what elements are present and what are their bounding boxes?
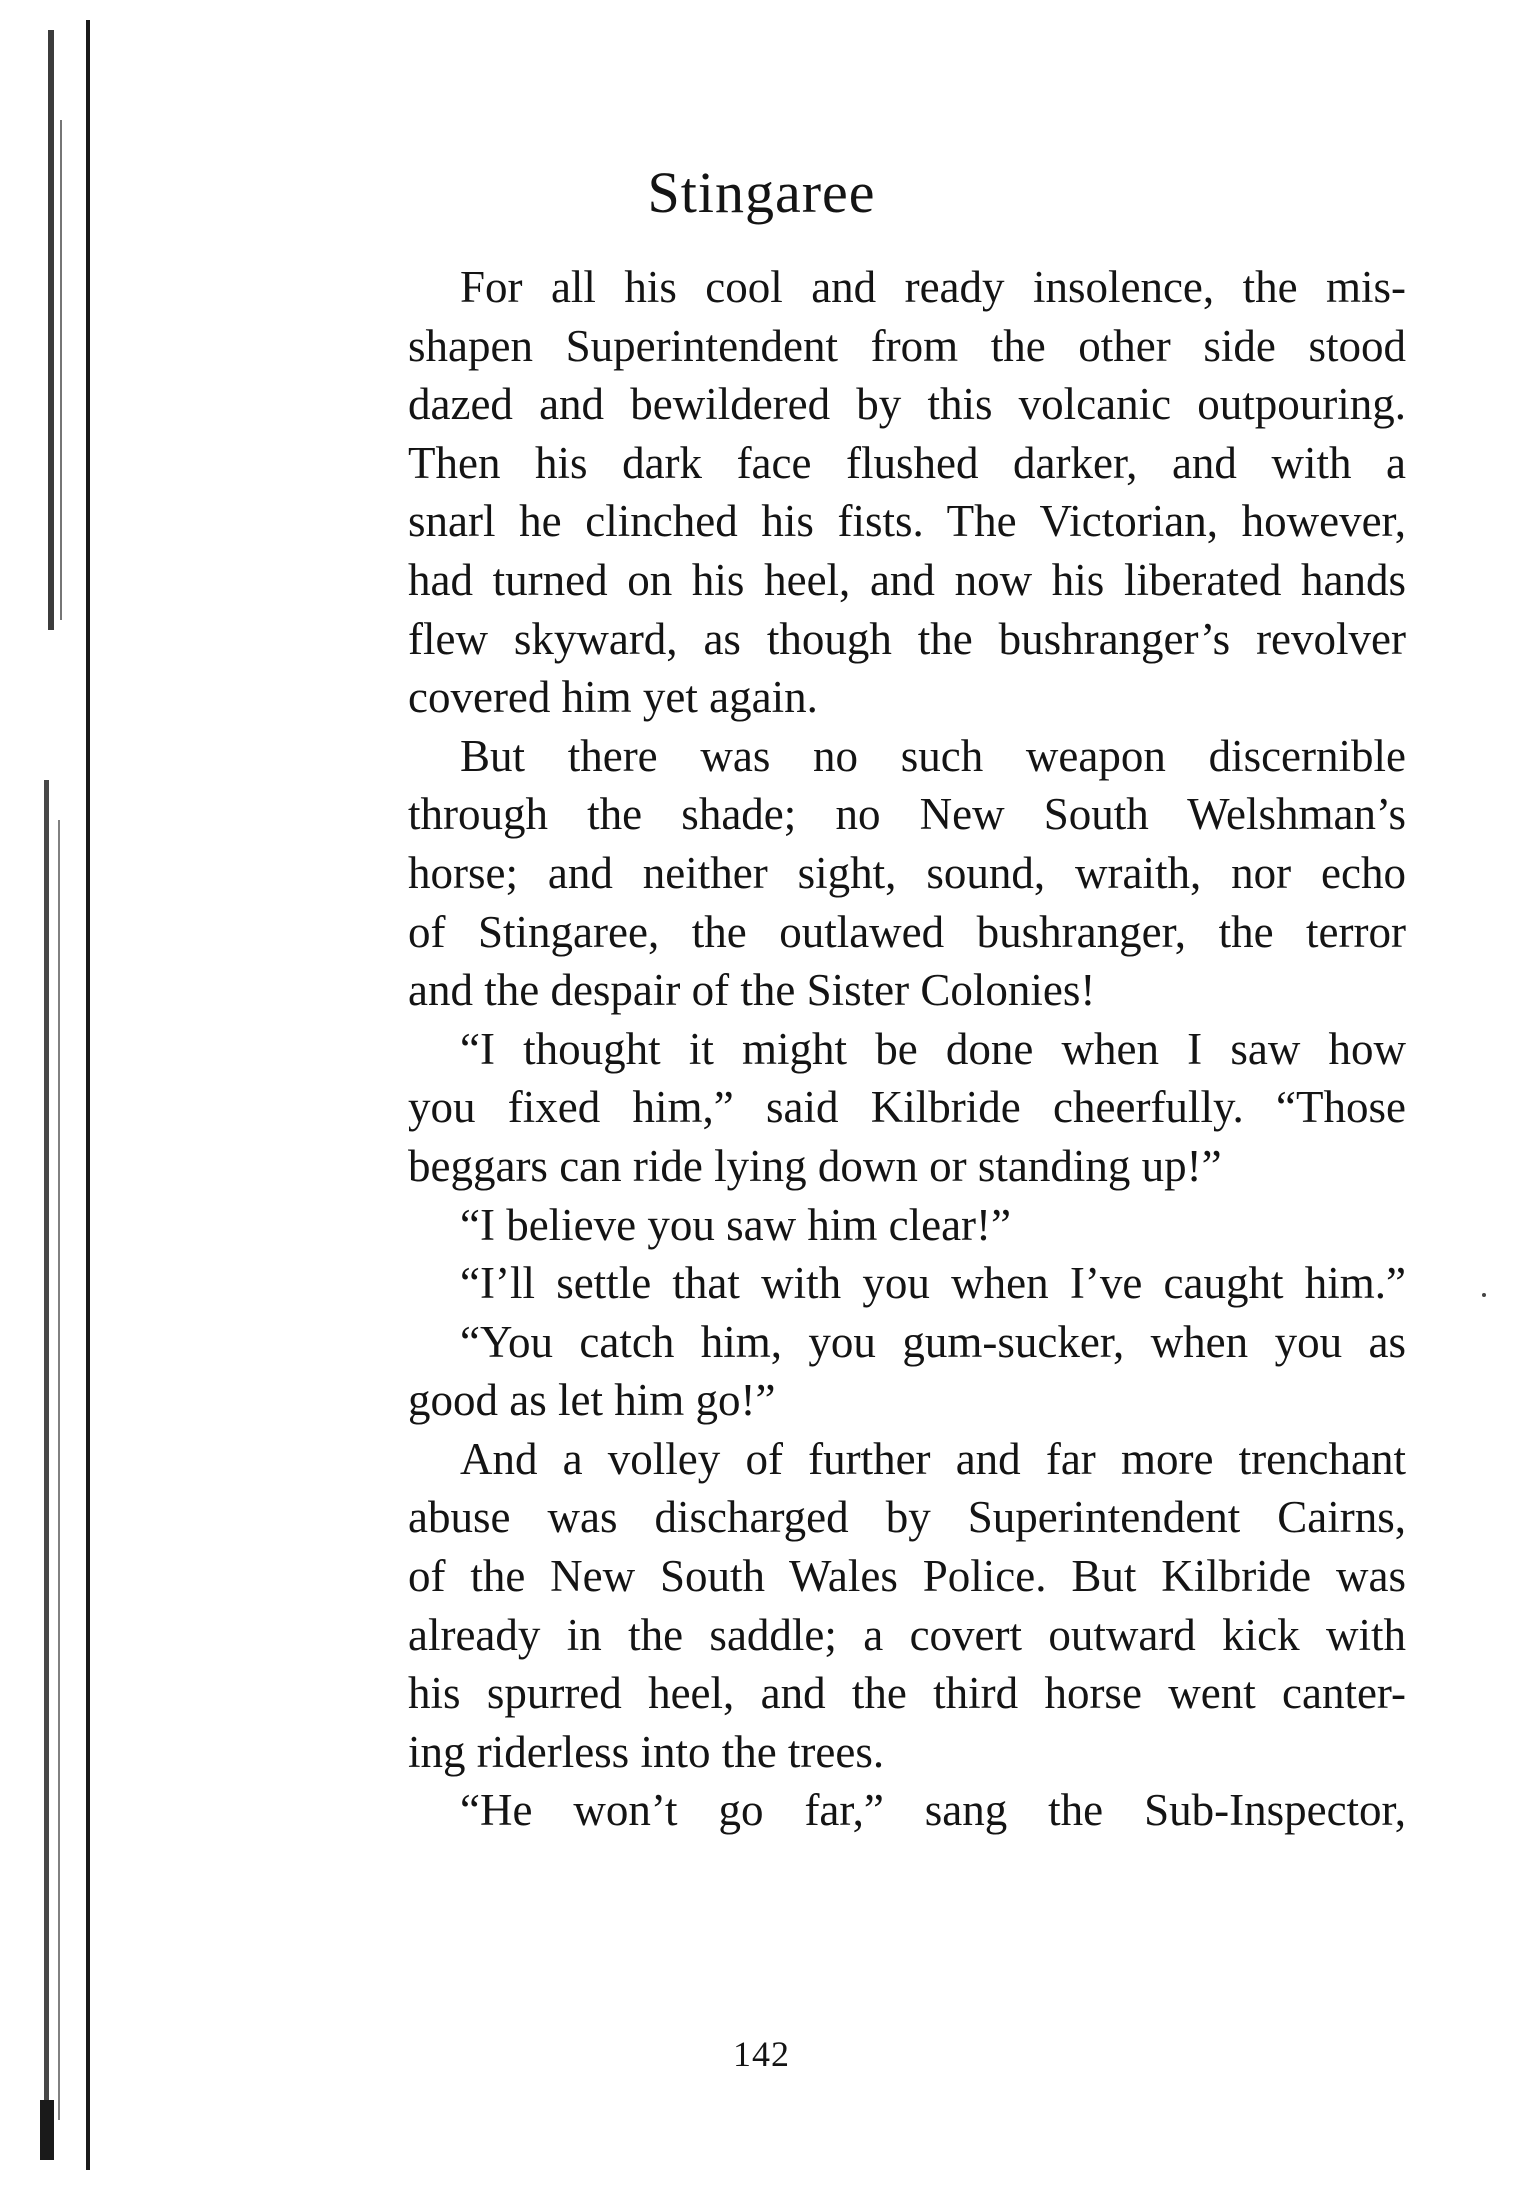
binding-shadow	[44, 780, 49, 2160]
text-line: flew skyward, as though the bushranger’s revolver	[408, 613, 1406, 664]
binding-shadow	[58, 820, 60, 2120]
text-line: had turned on his heel, and now his liberated hands	[408, 554, 1406, 605]
running-head: Stingaree	[647, 160, 876, 225]
scan-speck	[1482, 1293, 1486, 1297]
binding-gutter	[0, 0, 110, 2196]
binding-shadow	[40, 2100, 54, 2160]
text-line: abuse was discharged by Superintendent Cairns,	[408, 1492, 1406, 1543]
text-line: “I thought it might be done when I saw how	[460, 1023, 1406, 1074]
text-line: you fixed him,” said Kilbride cheerfully. “Those	[408, 1082, 1406, 1133]
text-line: covered him yet again.	[408, 672, 818, 723]
text-line: And a volley of further and far more trenchant	[460, 1433, 1406, 1484]
text-line: “I believe you saw him clear!”	[460, 1199, 1011, 1250]
text-line: But there was no such weapon discernible	[460, 730, 1406, 781]
text-line: through the shade; no New South Welshman’s	[408, 789, 1406, 840]
text-line: his spurred heel, and the third horse went canter-	[408, 1668, 1406, 1719]
binding-shadow	[48, 30, 54, 630]
binding-edge-line	[86, 20, 90, 2170]
text-line: snarl he clinched his fists. The Victorian, however,	[408, 496, 1406, 547]
page-number: 142	[733, 2034, 790, 2074]
body-text	[408, 258, 1406, 1840]
text-line: Then his dark face flushed darker, and with a	[408, 437, 1406, 488]
text-line: “I’ll settle that with you when I’ve caught him.”	[460, 1258, 1406, 1309]
text-line: good as let him go!”	[408, 1375, 776, 1426]
text-line: of Stingaree, the outlawed bushranger, the terror	[408, 906, 1406, 957]
text-line: beggars can ride lying down or standing up!”	[408, 1140, 1222, 1191]
text-line: already in the saddle; a covert outward kick with	[408, 1609, 1406, 1660]
text-line: and the despair of the Sister Colonies!	[408, 965, 1096, 1016]
text-line: horse; and neither sight, sound, wraith, nor echo	[408, 847, 1406, 898]
text-line: “You catch him, you gum-sucker, when you as	[460, 1316, 1406, 1367]
text-line: shapen Superintendent from the other side stood	[408, 320, 1406, 371]
text-line: ing riderless into the trees.	[408, 1726, 885, 1777]
text-line: dazed and bewildered by this volcanic outpouring.	[408, 379, 1406, 430]
text-line: of the New South Wales Police. But Kilbride was	[408, 1551, 1406, 1602]
text-line: For all his cool and ready insolence, the mis-	[460, 262, 1406, 312]
text-line: “He won’t go far,” sang the Sub-Inspector,	[460, 1785, 1406, 1836]
